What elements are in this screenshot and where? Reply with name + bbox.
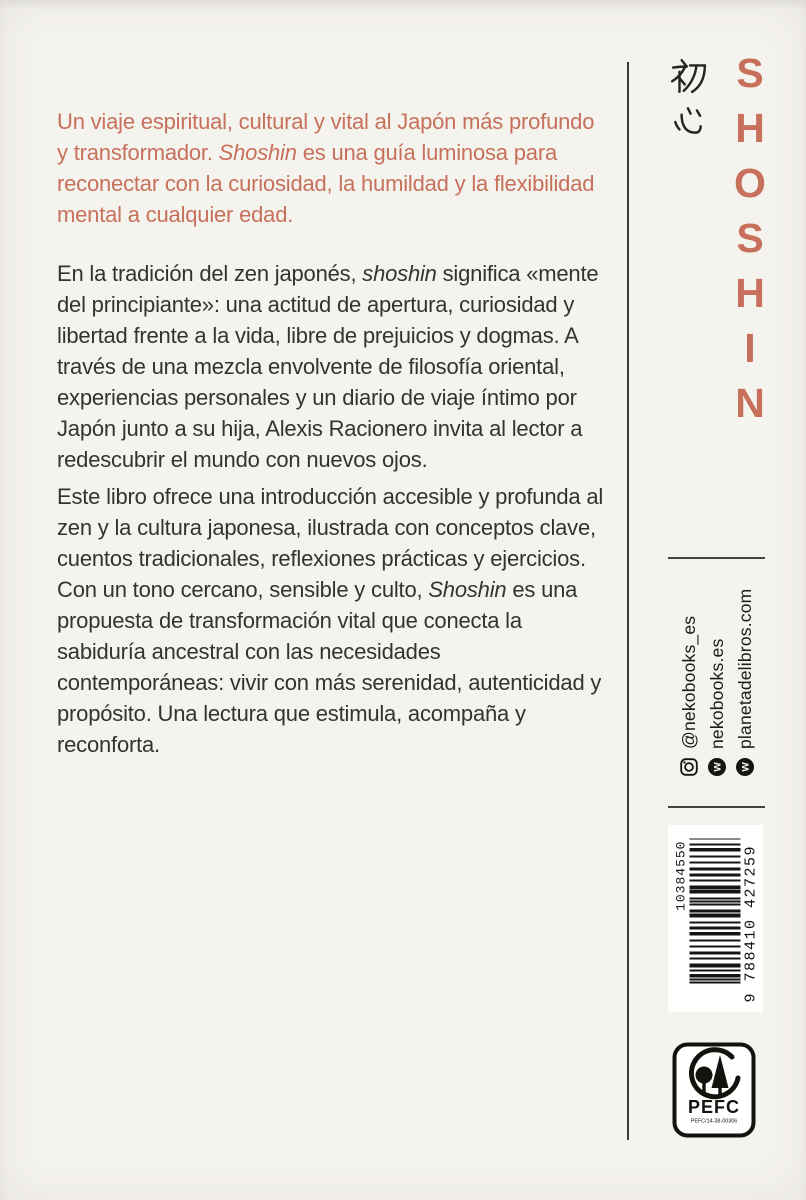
vertical-title-letter: O — [734, 160, 766, 206]
social-divider-bottom — [668, 806, 765, 808]
vertical-title-letter: S — [736, 215, 764, 261]
instagram-icon — [680, 758, 698, 776]
blurb-paragraph-2: Este libro ofrece una introducción accesible y profunda al zen y la cultura japonesa, ilustrada con conceptos clave, cuentos tradicionales, reflexiones prácticas y ejercicios. Con un tono cercano, sensible y culto, Shoshin es una propuesta de transformación vital que conecta la sabiduría ancestral con las necesidades contemporáneas: vivir con más serenidad, autenticidad y propósito. Una lectura que estimula, acompaña y reconforta. — [57, 484, 604, 757]
vertical-title-letter: H — [735, 270, 765, 316]
vertical-title-letter: I — [744, 325, 756, 371]
vertical-title-letter: N — [735, 380, 765, 426]
barcode-bars — [689, 838, 740, 983]
social-link-label: @nekobooks_es — [678, 615, 699, 749]
pefc-cert-number: PEFC/14-38-00306 — [690, 1118, 738, 1125]
social-link-planetadelibros-web — [732, 556, 758, 776]
sidebar-divider-line — [627, 62, 629, 1140]
pefc-logo — [672, 1042, 756, 1138]
blurb-paragraph-1: En la tradición del zen japonés, shoshin significa «mente del principiante»: una actitud de apertura, curiosidad y libertad frente a la vida, libre de prejuicios y dogmas. A través de una mezcla envolvente de filosofía oriental, experiencias personales y un diario de viaje íntimo por Japón junto a su hija, Alexis Racionero invita al lector a redescubrir el mundo con nuevos ojos. — [57, 261, 599, 472]
web-icon: w — [736, 758, 754, 776]
social-link-instagram — [676, 556, 702, 776]
kanji-shoshin — [669, 57, 709, 140]
pefc-tree-round — [696, 1067, 713, 1084]
kanji-shin-glyph — [670, 102, 708, 140]
barcode-isbn-digits: 9 788410 427259 — [742, 844, 759, 1002]
social-link-label: planetadelibros.com — [734, 588, 755, 749]
web-icon: w — [708, 758, 726, 776]
pefc-label: PEFC — [687, 1097, 741, 1117]
barcode — [668, 825, 763, 1012]
vertical-title-shoshin — [731, 50, 769, 426]
vertical-title-letter: H — [735, 105, 765, 151]
barcode-rotated-content — [668, 825, 763, 1012]
social-link-nekobooks-web — [704, 556, 730, 776]
social-link-label: nekobooks.es — [706, 638, 727, 749]
barcode-product-code: 10384550 — [673, 840, 688, 911]
blurb-intro: Un viaje espiritual, cultural y vital al Japón más profundo y transformador. Shoshin es una guía luminosa para reconectar con la curiosidad, la humildad y la flexibilidad mental a cualquier edad. — [57, 109, 595, 227]
vertical-title-letter: S — [736, 50, 764, 96]
kanji-sho-glyph — [670, 57, 708, 95]
